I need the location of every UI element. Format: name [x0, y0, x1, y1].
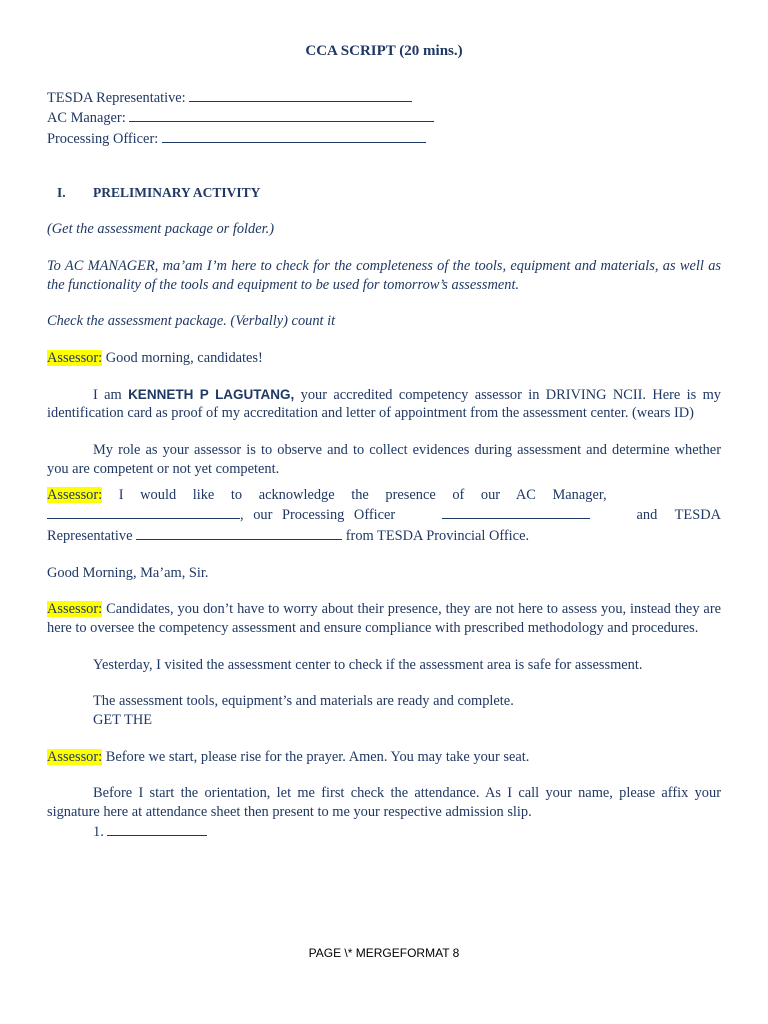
blank-line — [47, 504, 240, 519]
greeting-officials: Good Morning, Ma’am, Sir. — [47, 564, 209, 581]
field-processing-officer — [47, 128, 721, 148]
section-heading — [57, 184, 721, 202]
ack-text: Representative — [47, 527, 133, 544]
ack-text: , our Processing Officer — [240, 507, 396, 524]
intro-text: I am — [93, 387, 129, 403]
assessor-label: Assessor: — [47, 350, 103, 367]
field-tesda-representative — [47, 87, 721, 107]
instruction-to-ac-manager: To AC MANAGER, ma’am I’m here to check for the completeness of the tools, equipment and materials, as well as the functionality of the tools and equipment to be used for tomorrow’s assessment. — [47, 258, 721, 293]
instruction-check-package: Check the assessment package. (Verbally) count it — [47, 313, 336, 330]
assessor-acknowledgement — [47, 486, 721, 545]
instruction-get-package: (Get the assessment package or folder.) — [47, 221, 275, 238]
assessor-greeting — [47, 349, 721, 367]
field-ac-manager — [47, 107, 721, 127]
blank-line — [129, 107, 434, 122]
field-label: TESDA Representative: — [47, 90, 186, 106]
blank-line — [107, 821, 207, 836]
get-the-note: GET THE — [93, 711, 153, 728]
assessor-reassurance — [47, 600, 721, 637]
blank-line — [442, 504, 590, 519]
list-number: 1. — [93, 824, 104, 841]
site-visit-note: Yesterday, I visited the assessment center to check if the assessment area is safe for assessment. — [93, 656, 643, 673]
field-label: Processing Officer: — [47, 130, 159, 147]
field-label: AC Manager: — [47, 110, 126, 127]
intro-text: your accredited competency assessor in DRIVING NCII. Here is my identification card as proof of my accreditation and letter of appointment from the assessment center. (wears ID) — [47, 387, 721, 422]
assessor-introduction — [47, 386, 721, 423]
document-body — [47, 87, 721, 842]
attendance-list-item — [47, 821, 721, 841]
greeting-text: Good morning, candidates! — [102, 350, 263, 367]
assessor-prayer — [47, 748, 721, 766]
blank-line — [136, 525, 342, 540]
blank-line — [162, 128, 426, 143]
blank-line — [189, 87, 412, 102]
assessor-label: Assessor: — [47, 601, 103, 618]
assessor-role: My role as your assessor is to observe and to collect evidences during assessment and determine whether you are competent or not yet competent. — [47, 442, 721, 477]
section-title: PRELIMINARY ACTIVITY — [93, 184, 261, 200]
prayer-text: Before we start, please rise for the prayer. Amen. You may take your seat. — [102, 748, 530, 765]
assessor-label: Assessor: — [47, 748, 103, 765]
section-number: I. — [57, 184, 66, 200]
ack-text: and TESDA — [636, 507, 721, 524]
page-footer: PAGE \* MERGEFORMAT 8 — [308, 946, 460, 960]
document-title: CCA SCRIPT (20 mins.) — [305, 43, 463, 59]
tools-ready-note: The assessment tools, equipment’s and materials are ready and complete. — [93, 693, 514, 710]
attendance-instruction: Before I start the orientation, let me first check the attendance. As I call your name, please affix your signature here at attendance sheet then present to me your respective admission slip. — [47, 785, 721, 820]
ack-text: I would like to acknowledge the presence of our AC Manager, — [102, 487, 607, 504]
assessor-label: Assessor: — [47, 487, 103, 504]
ack-text: from TESDA Provincial Office. — [345, 527, 530, 544]
reassurance-text: Candidates, you don’t have to worry about their presence, they are not here to assess you, instead they are here to oversee the competency assessment and ensure compliance with prescribed methodology and procedures. — [47, 601, 721, 636]
assessor-name: KENNETH P LAGUTANG, — [128, 387, 295, 402]
